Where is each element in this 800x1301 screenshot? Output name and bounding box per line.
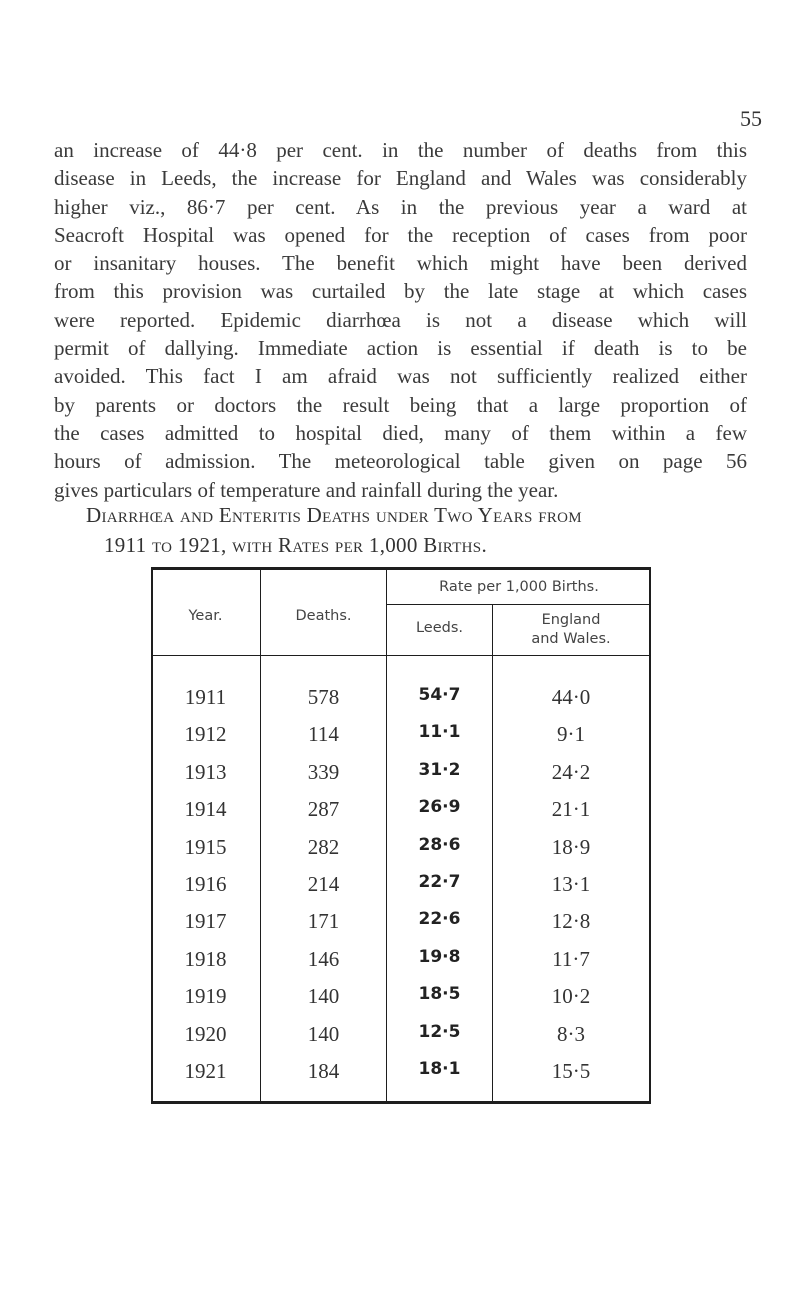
cell-year: 1921 (184, 1059, 227, 1083)
cell-year: 1916 (184, 872, 227, 896)
cell-leeds: 11·1 (418, 722, 461, 743)
table-bottom-rule (151, 1101, 651, 1104)
paragraph-line: the cases admitted to hospital died, many of them within a few (54, 420, 747, 445)
cell-england: 9·1 (557, 722, 585, 747)
cell-year: 1915 (184, 834, 227, 859)
cell-leeds: 12·5 (418, 1021, 461, 1042)
cell-leeds: 28·6 (418, 834, 461, 855)
header-rate-group: Rate per 1,000 Births. (439, 579, 599, 595)
cell-leeds: 18·1 (418, 1059, 461, 1079)
header-leeds: Leeds. (415, 620, 464, 636)
paragraph-line: disease in Leeds, the increase for England and Wales was considerably (54, 166, 747, 191)
paragraph-line: Seacroft Hospital was opened for the reception of cases from poor (54, 222, 747, 247)
table-right-rule (649, 567, 651, 1104)
header-bottom-rule (151, 655, 651, 656)
header-england (493, 611, 649, 649)
data-table (151, 567, 651, 1104)
cell-deaths: 140 (307, 1021, 340, 1046)
paragraph-line: an increase of 44·8 per cent. in the number of deaths from this (54, 138, 747, 162)
header-year: Year. (188, 608, 223, 624)
cell-leeds: 54·7 (418, 685, 461, 705)
cell-england: 10·2 (551, 984, 591, 1009)
cell-year: 1912 (184, 722, 227, 747)
body-paragraph (54, 136, 747, 504)
cell-england: 15·5 (551, 1059, 591, 1083)
cell-england: 12·8 (551, 909, 591, 934)
paragraph-line: higher viz., 86·7 per cent. As in the previous year a ward at (54, 194, 747, 219)
paragraph-line: permit of dallying. Immediate action is essential if death is to be (54, 336, 747, 361)
cell-deaths: 339 (307, 759, 340, 784)
cell-deaths: 114 (308, 722, 339, 747)
cell-year: 1918 (184, 946, 227, 971)
paragraph-line: by parents or doctors the result being that a large proportion of (54, 392, 747, 417)
rate-group-rule (386, 604, 651, 605)
cell-deaths: 214 (307, 872, 340, 896)
paragraph-line: gives particulars of temperature and rainfall during the year. (54, 477, 559, 502)
cell-year: 1914 (184, 797, 227, 822)
table-title (54, 500, 754, 560)
cell-deaths: 287 (307, 797, 340, 822)
cell-england: 24·2 (551, 759, 591, 784)
table-title-line-2: 1911 to 1921, with Rates per 1,000 Births. (104, 533, 487, 557)
header-england-line-2: and Wales. (531, 631, 611, 647)
paragraph-line: were reported. Epidemic diarrhœa is not a disease which will (54, 307, 747, 332)
cell-leeds: 19·8 (418, 946, 461, 967)
cell-deaths: 146 (307, 946, 340, 971)
header-england-line-1: England (541, 612, 601, 628)
cell-leeds: 22·6 (418, 909, 461, 930)
page-number: 55 (740, 106, 762, 131)
cell-deaths: 578 (307, 685, 340, 709)
cell-leeds: 18·5 (418, 984, 461, 1005)
cell-year: 1919 (184, 984, 227, 1009)
cell-england: 13·1 (551, 872, 591, 896)
cell-deaths: 184 (307, 1059, 340, 1083)
cell-year: 1917 (184, 909, 227, 934)
cell-england: 11·7 (552, 946, 590, 971)
cell-england: 21·1 (551, 797, 591, 822)
paragraph-line: or insanitary houses. The benefit which might have been derived (54, 251, 747, 276)
cell-england: 18·9 (551, 834, 591, 859)
paragraph-line: from this provision was curtailed by the late stage at which cases (54, 279, 747, 304)
cell-year: 1913 (184, 759, 227, 784)
cell-deaths: 140 (307, 984, 340, 1009)
table-top-rule (151, 567, 651, 570)
cell-england: 44·0 (551, 685, 591, 709)
table-title-line-1: Diarrhœa and Enteritis Deaths under Two Years from (86, 503, 582, 527)
cell-year: 1911 (184, 685, 227, 709)
cell-deaths: 171 (307, 909, 340, 934)
cell-leeds: 31·2 (418, 759, 461, 780)
paragraph-line: avoided. This fact I am afraid was not sufficiently realized either (54, 364, 747, 389)
paragraph-line: hours of admission. The meteorological table given on page 56 (54, 449, 747, 474)
cell-leeds: 26·9 (418, 797, 461, 818)
cell-leeds: 22·7 (418, 872, 461, 892)
header-deaths: Deaths. (295, 608, 352, 624)
cell-england: 8·3 (557, 1021, 585, 1046)
cell-deaths: 282 (307, 834, 340, 859)
cell-year: 1920 (184, 1021, 227, 1046)
